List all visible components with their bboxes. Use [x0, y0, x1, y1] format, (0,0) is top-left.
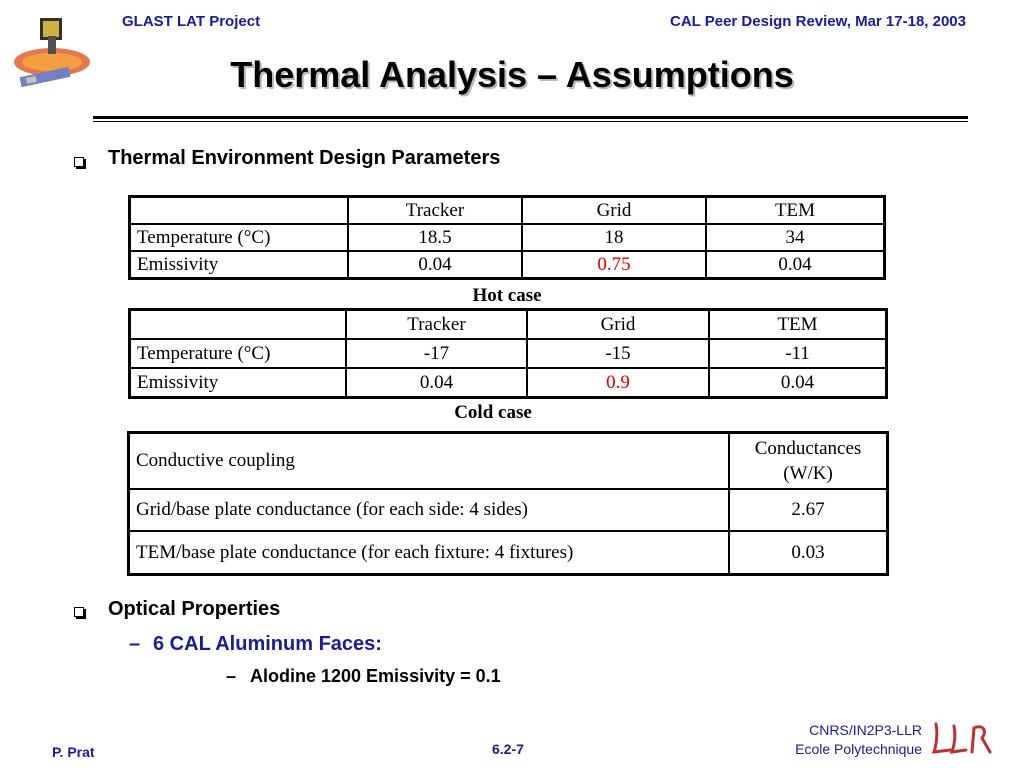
row-label: TEM/base plate conductance (for each fixture: 4 fixtures) [129, 531, 730, 575]
table-header-cell: Tracker [348, 197, 522, 225]
sub-sub-bullet-dash: – [226, 666, 237, 686]
table-cell: 0.03 [729, 531, 888, 575]
table-cell: 34 [706, 224, 885, 251]
conductances-header: Conductances [754, 438, 862, 459]
table-cell: 0.04 [709, 368, 887, 398]
cold-case-table [128, 308, 888, 399]
project-name: GLAST LAT Project [122, 13, 261, 30]
table-cell-highlight: 0.75 [522, 251, 706, 279]
table-header-cell [729, 433, 888, 490]
title-rule-thin [93, 121, 968, 122]
table-header-cell [130, 310, 347, 340]
row-label: Emissivity [130, 251, 349, 279]
table-cell: 0.04 [348, 251, 522, 279]
sub-bullet-cal-faces: 6 CAL Aluminum Faces: [153, 633, 382, 655]
section-heading-thermal-environment: Thermal Environment Design Parameters [108, 147, 501, 169]
conductive-coupling-table [127, 431, 889, 576]
table-cell: -15 [527, 339, 709, 368]
footer-page-number: 6.2-7 [492, 741, 524, 757]
table-cell: 18 [522, 224, 706, 251]
row-label: Grid/base plate conductance (for each side: 4 sides) [129, 489, 730, 531]
footer-author: P. Prat [52, 744, 95, 760]
hot-case-caption: Hot case [472, 285, 542, 306]
llr-logo [930, 722, 992, 756]
table-header-cell: TEM [706, 197, 885, 225]
cold-case-caption: Cold case [454, 402, 532, 423]
review-name: CAL Peer Design Review, Mar 17-18, 2003 [670, 13, 966, 30]
bullet-box-icon [74, 607, 84, 617]
hot-case-table [128, 195, 886, 280]
row-label: Emissivity [130, 368, 347, 398]
table-header-cell: Conductive coupling [129, 433, 730, 490]
footer-org-line2: Ecole Polytechnique [795, 741, 922, 757]
table-row [129, 489, 888, 531]
conductances-unit: (W/K) [783, 463, 833, 484]
title-rule-thick [93, 116, 968, 119]
table-header-row [130, 310, 887, 340]
table-row [130, 224, 885, 251]
table-cell: -11 [709, 339, 887, 368]
table-header-cell: Grid [527, 310, 709, 340]
row-label: Temperature (°C) [130, 224, 349, 251]
table-row [129, 531, 888, 575]
sub-sub-bullet-alodine: Alodine 1200 Emissivity = 0.1 [250, 666, 501, 686]
table-row [130, 339, 887, 368]
bullet-box-icon [74, 157, 84, 167]
row-label: Temperature (°C) [130, 339, 347, 368]
table-cell: -17 [346, 339, 527, 368]
table-cell: 0.04 [706, 251, 885, 279]
table-header-cell: Tracker [346, 310, 527, 340]
section-heading-optical-properties: Optical Properties [108, 598, 281, 620]
table-cell: 2.67 [729, 489, 888, 531]
table-row [130, 368, 887, 398]
footer-organization [795, 721, 922, 759]
table-cell: 0.04 [346, 368, 527, 398]
sub-bullet-dash: – [129, 633, 141, 655]
table-header-row [129, 433, 888, 490]
table-cell-highlight: 0.9 [527, 368, 709, 398]
slide-title: Thermal Analysis – Assumptions [230, 54, 794, 95]
table-header-cell: TEM [709, 310, 887, 340]
table-header-cell [130, 197, 349, 225]
table-cell: 18.5 [348, 224, 522, 251]
table-row [130, 251, 885, 279]
table-header-row [130, 197, 885, 225]
footer-org-line1: CNRS/IN2P3-LLR [809, 722, 922, 738]
table-header-cell: Grid [522, 197, 706, 225]
